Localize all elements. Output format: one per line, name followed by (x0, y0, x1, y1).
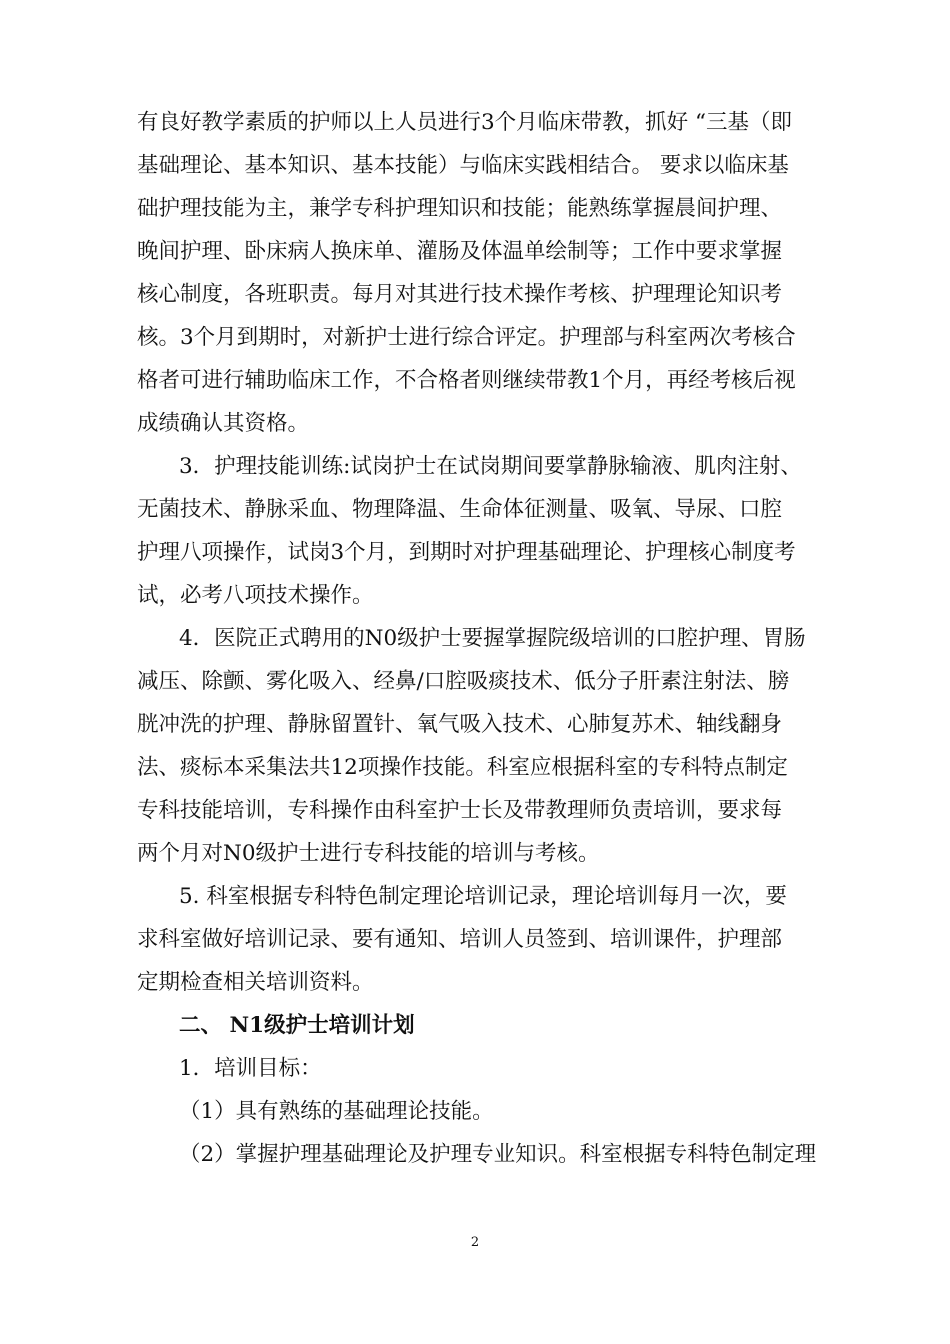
page-number: 2 (470, 1235, 480, 1250)
body-line: 专科技能培训，专科操作由科室护士长及带教理师负责培训，要求每 (137, 798, 783, 823)
body-line: 试，必考八项技术操作。 (137, 583, 374, 608)
body-line: 基础理论、基本知识、基本技能）与临床实践相结合。 要求以临床基 (137, 153, 789, 178)
body-line: 4．医院正式聘用的N0级护士要握掌握院级培训的口腔护理、胃肠 (179, 626, 806, 651)
body-line: 晚间护理、卧床病人换床单、灌肠及体温单绘制等；工作中要求掌握 (137, 239, 783, 264)
body-line: （1）具有熟练的基础理论技能。 (179, 1099, 494, 1124)
body-line: 定期检查相关培训资料。 (137, 970, 374, 995)
body-line: （2）掌握护理基础理论及护理专业知识。科室根据专科特色制定理 (179, 1142, 817, 1167)
section-heading: 二、 N1级护士培训计划 (179, 1013, 415, 1038)
body-line: 胱冲洗的护理、静脉留置针、氧气吸入技术、心肺复苏术、轴线翻身 (137, 712, 783, 737)
body-line: 3．护理技能训练:试岗护士在试岗期间要掌静脉输液、肌肉注射、 (179, 454, 802, 479)
body-line: 核。3个月到期时，对新护士进行综合评定。护理部与科室两次考核合 (137, 325, 796, 350)
body-line: 法、痰标本采集法共12项操作技能。科室应根据科室的专科特点制定 (137, 755, 788, 780)
body-line: 核心制度，各班职责。每月对其进行技术操作考核、护理理论知识考 (137, 282, 783, 307)
body-line: 无菌技术、静脉采血、物理降温、生命体征测量、吸氧、导尿、口腔 (137, 497, 783, 522)
body-line: 两个月对N0级护士进行专科技能的培训与考核。 (137, 841, 600, 866)
body-line: 求科室做好培训记录、要有通知、培训人员签到、培训课件，护理部 (137, 927, 783, 952)
body-line: 格者可进行辅助临床工作，不合格者则继续带教1个月，再经考核后视 (137, 368, 796, 393)
body-line: 5. 科室根据专科特色制定理论培训记录，理论培训每月一次，要 (179, 884, 787, 909)
body-line: 有良好教学素质的护师以上人员进行3个月临床带教，抓好 “三基（即 (137, 110, 793, 135)
body-line: 护理八项操作，试岗3个月，到期时对护理基础理论、护理核心制度考 (137, 540, 796, 565)
body-line: 减压、除颤、雾化吸入、经鼻/口腔吸痰技术、低分子肝素注射法、膀 (137, 669, 790, 694)
body-line: 1．培训目标： (179, 1056, 322, 1081)
body-line: 础护理技能为主，兼学专科护理知识和技能；能熟练掌握晨间护理、 (137, 196, 783, 221)
body-line: 成绩确认其资格。 (137, 411, 310, 436)
